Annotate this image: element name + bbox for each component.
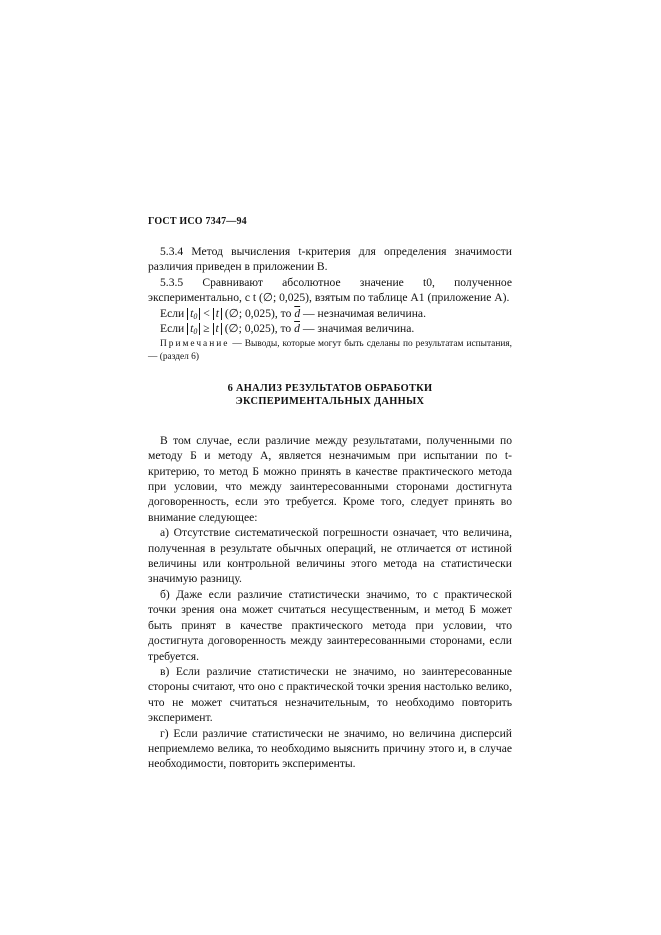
condition-insignificant xyxy=(148,306,512,321)
absolute-value xyxy=(213,308,222,320)
section-6-intro: В том случае, если различие между результатами, полученными по методу Б и методу А, является незначимым при испытании по t-критерию, то метод Б можно принять в качестве практического метода при условии, что между заинтересованными сторонами достигнута договоренность, если это требуется. Кроме того, следует принять во внимание следующее: xyxy=(148,433,512,524)
note xyxy=(148,338,512,363)
list-item-a: а) Отсутствие систематической погрешности означает, что величина, полученная в результате обычных операций, не отличается от истиной величины или контрольной величины этого метода на статистически значимую разницу. xyxy=(148,526,512,586)
note-label: Примечание xyxy=(160,339,230,350)
relation-sign: ≥ xyxy=(203,322,210,336)
condition-args: (∅; 0,025), то xyxy=(224,306,292,320)
condition-prefix: Если xyxy=(160,306,185,320)
list-item-g: г) Если различие статистически не значимо, но величина дисперсий неприемлемо велика, то необходимо выяснить причину этого и, в случае необходимости, повторить эксперименты. xyxy=(148,726,512,771)
t-symbol: t xyxy=(215,322,219,336)
paragraph-text: 5.3.4 Метод вычисления t-критерия для определения значимости различия приведен в приложении В. xyxy=(148,245,512,274)
condition-args: (∅; 0,025), то xyxy=(224,322,292,336)
t0-symbol: $t_0$ xyxy=(190,306,198,321)
list-item-b: б) Даже если различие статистически значимо, то с практической точки зрения она может считаться несущественным, и метод Б может быть принят в качестве практического метода при условии, что достигнута договоренность между заинтересованными сторонами, если требуется. xyxy=(148,587,512,663)
paragraph-5-3-5 xyxy=(148,275,512,306)
d-bar-symbol: $\overline{d}$ xyxy=(294,306,301,320)
paragraph-5-3-4 xyxy=(148,244,512,275)
section-title-line: ЭКСПЕРИМЕНТАЛЬНЫХ ДАННЫХ xyxy=(235,396,425,408)
list-item-v: в) Если различие статистически не значимо, но заинтересованные стороны считают, что оно с практической точки зрения настолько велико, что не может считаться незначительным, то необходимо повторить эксперимент. xyxy=(148,664,512,725)
t0-subscript: 0 xyxy=(193,311,198,321)
t-symbol: t xyxy=(215,306,219,320)
t0-symbol: $t_0$ xyxy=(190,322,198,337)
section-6-title xyxy=(148,382,512,409)
absolute-value xyxy=(213,323,222,335)
document-header: ГОСТ ИСО 7347—94 xyxy=(148,216,247,227)
d-bar-symbol: $\overline{d}$ xyxy=(294,322,300,336)
t0-subscript: 0 xyxy=(193,327,198,337)
paragraph-text: 5.3.5 Сравнивают абсолютное значение t0, полученное экспериментально, с t (∅; 0,025), взятым по таблице А1 (приложение А). xyxy=(148,275,512,305)
condition-result: — значимая величина. xyxy=(302,322,415,336)
relation-sign: < xyxy=(203,306,210,320)
section-title-line: 6 АНАЛИЗ РЕЗУЛЬТАТОВ ОБРАБОТКИ xyxy=(227,382,433,394)
page-content xyxy=(148,244,512,772)
condition-significant xyxy=(148,321,512,336)
absolute-value xyxy=(187,308,200,320)
condition-prefix: Если xyxy=(160,322,185,336)
note-text: — Выводы, которые могут быть сделаны по результатам испытания, — (раздел 6) xyxy=(148,339,513,363)
condition-result: — незначимая величина. xyxy=(303,306,426,320)
absolute-value xyxy=(187,323,200,335)
